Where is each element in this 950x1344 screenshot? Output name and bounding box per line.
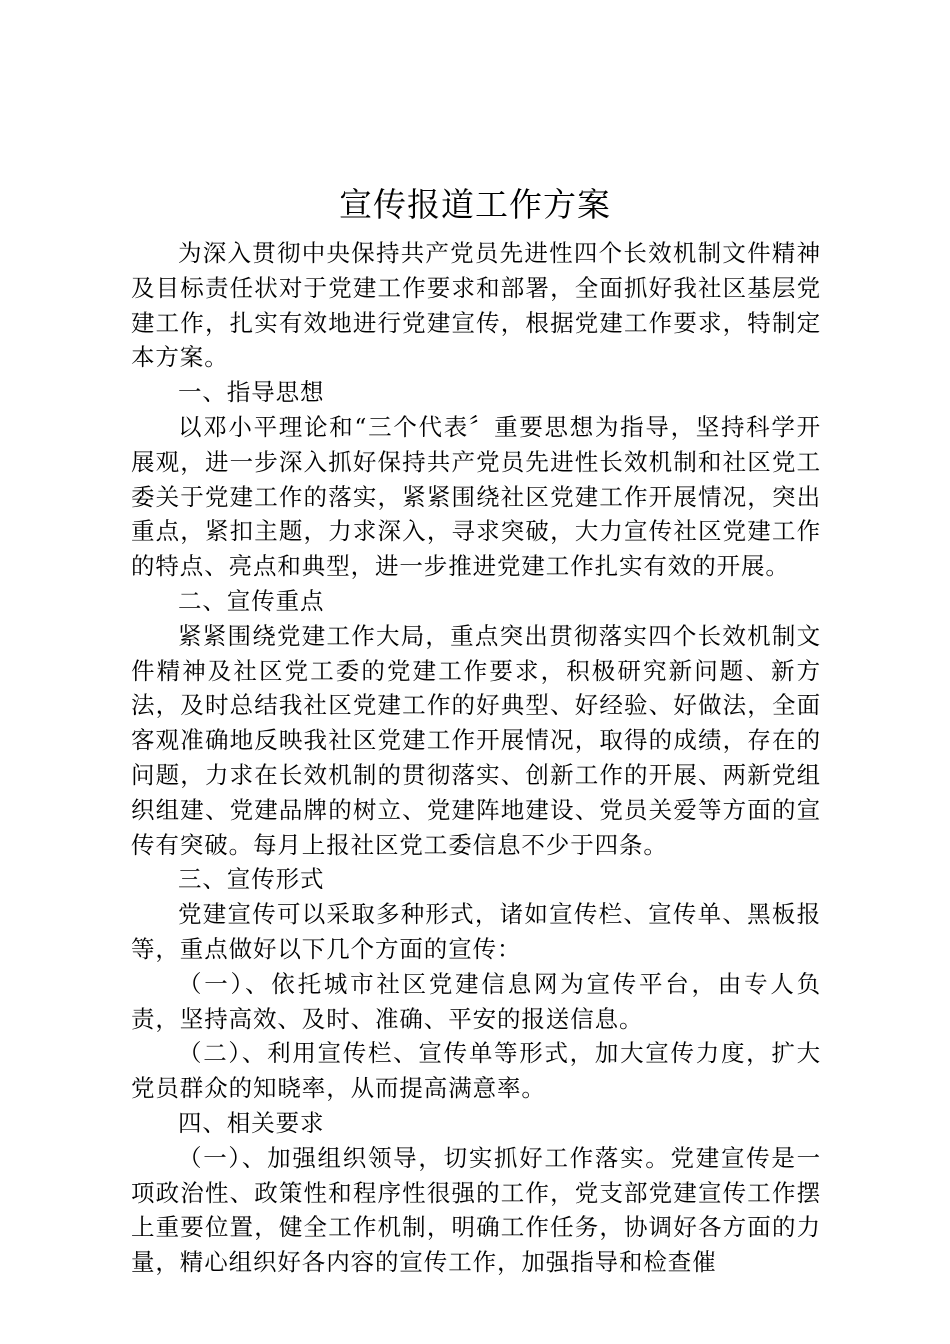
intro-paragraph: 为深入贯彻中央保持共产党员先进性四个长效机制文件精神及目标责任状对于党建工作要求和部署，全面抓好我社区基层党建工作，扎实有效地进行党建宣传，根据党建工作要求，特制定本方案。 bbox=[131, 239, 821, 372]
list-item-1: （一）、依托城市社区党建信息网为宣传平台，由专人负责，坚持高效、及时、准确、平安的报送信息。 bbox=[131, 969, 821, 1033]
section-heading-requirements: 四、相关要求 bbox=[178, 1108, 325, 1137]
document-title: 宣传报道工作方案 bbox=[339, 185, 611, 224]
section-heading-publicity-forms: 三、宣传形式 bbox=[178, 865, 325, 894]
paragraph-requirements: （一）、加强组织领导，切实抓好工作落实。党建宣传是一项政治性、政策性和程序性很强的工作，党支部党建宣传工作摆上重要位置，健全工作机制，明确工作任务，协调好各方面的力量，精心组织好各内容的宣传工作，加强指导和检查催 bbox=[131, 1143, 821, 1277]
section-heading-publicity-focus: 二、宣传重点 bbox=[178, 586, 325, 615]
document-body bbox=[131, 236, 821, 1280]
section-heading-guiding-ideology: 一、指导思想 bbox=[178, 378, 325, 407]
list-item-2: （二）、利用宣传栏、宣传单等形式，加大宣传力度，扩大党员群众的知晓率，从而提高满意率。 bbox=[131, 1039, 821, 1103]
paragraph-guiding-ideology: 以邓小平理论和“三个代表〞重要思想为指导，坚持科学开展观，进一步深入抓好保持共产党员先进性长效机制和社区党工委关于党建工作的落实，紧紧围绕社区党建工作开展情况，突出重点，紧扣主题，力求深入，寻求突破，大力宣传社区党建工作的特点、亮点和典型，进一步推进党建工作扎实有效的开展。 bbox=[131, 412, 821, 581]
paragraph-publicity-focus: 紧紧围绕党建工作大局，重点突出贯彻落实四个长效机制文件精神及社区党工委的党建工作要求，积极研究新问题、新方法，及时总结我社区党建工作的好典型、好经验、好做法，全面客观准确地反映我社区党建工作开展情况，取得的成绩，存在的问题，力求在长效机制的贯彻落实、创新工作的开展、两新党组织组建、党建品牌的树立、党建阵地建设、党员关爱等方面的宣传有突破。每月上报社区党工委信息不少于四条。 bbox=[131, 621, 821, 859]
paragraph-publicity-forms: 党建宣传可以采取多种形式，诸如宣传栏、宣传单、黑板报等，重点做好以下几个方面的宣传： bbox=[131, 900, 821, 963]
